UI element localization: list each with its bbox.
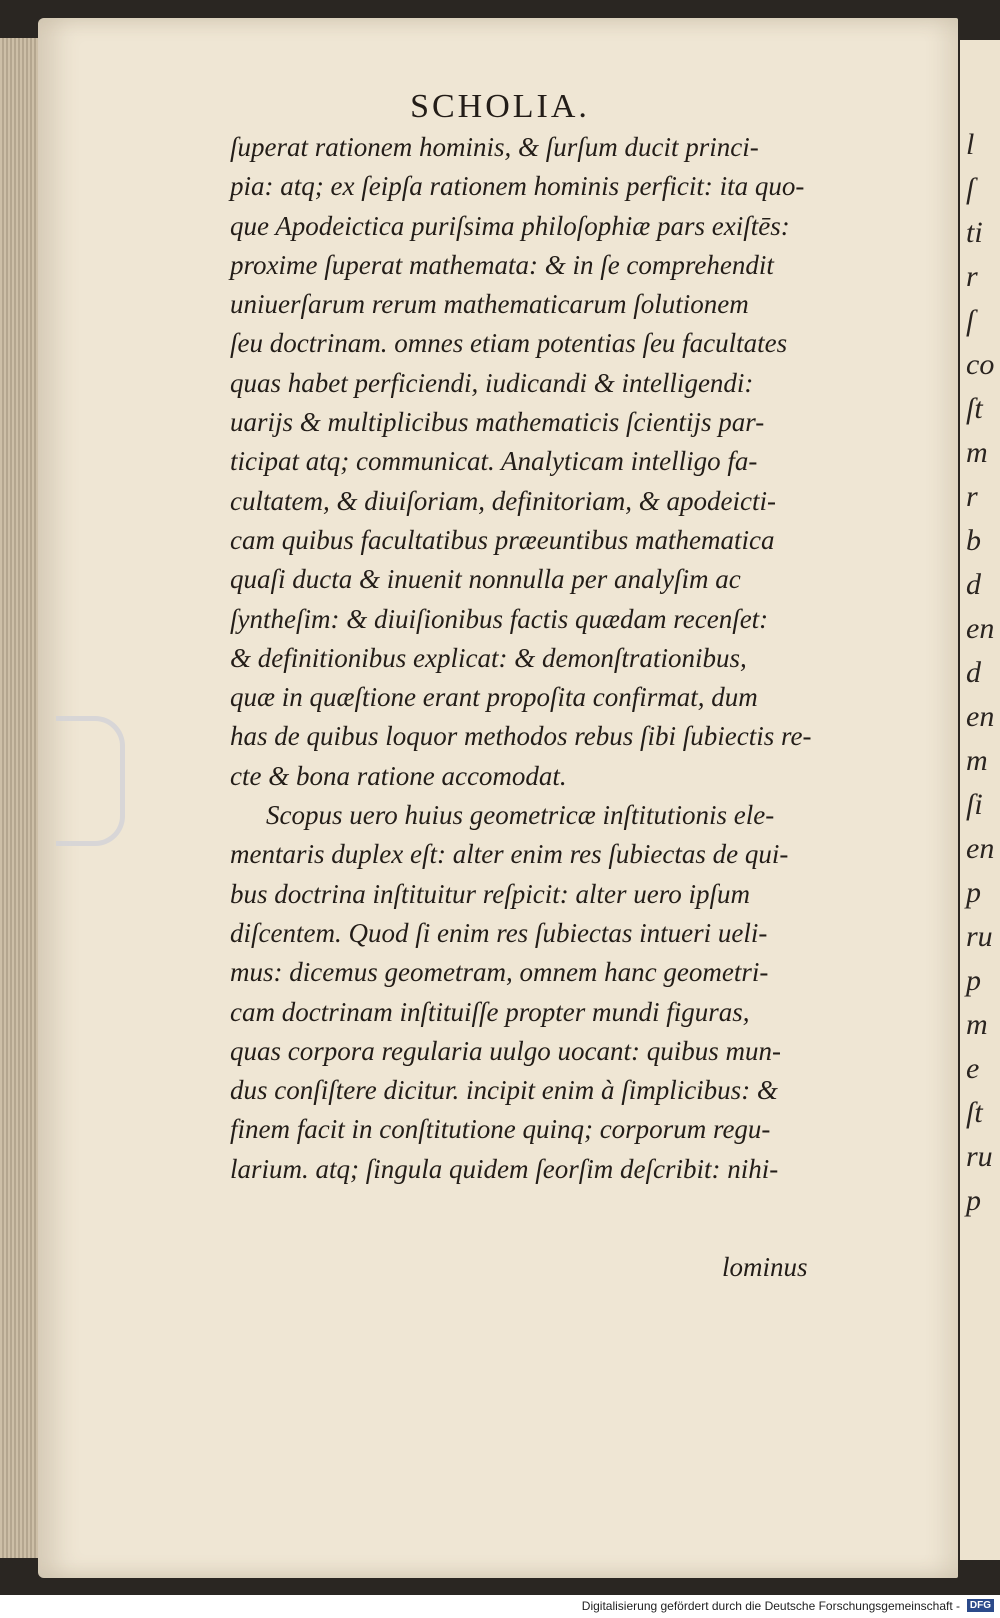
text-line: pia: atq; ex ſeipſa rationem hominis perficit: ita quo- (230, 171, 805, 202)
facing-page-letter: ſt (966, 1096, 983, 1129)
text-line: finem facit in conſtitutione quinq; corporum regu- (230, 1114, 771, 1145)
facing-page-letter: e (966, 1052, 980, 1085)
text-line: cultatem, & diuiſoriam, definitoriam, & apodeicti- (230, 485, 776, 516)
book-page-edges (0, 38, 40, 1558)
text-line: cam doctrinam inſtituiſſe propter mundi figuras, (230, 996, 750, 1027)
text-line: diſcentem. Quod ſi enim res ſubiectas intueri ueli- (230, 917, 768, 948)
facing-page-letter: m (966, 744, 988, 777)
facing-page-letter: b (966, 524, 981, 557)
facing-page-letter: l (966, 128, 975, 161)
running-head: SCHOLIA. (410, 88, 590, 125)
text-line: uarijs & multiplicibus mathematicis ſcientijs par- (230, 407, 765, 438)
text-line: quaſi ducta & inuenit nonnulla per analyſim ac (230, 564, 741, 595)
facing-page-letter: p (966, 1184, 981, 1217)
facing-page-letter: ſ (966, 172, 975, 205)
facing-page-letter: d (966, 568, 981, 601)
facing-page-letter: p (966, 876, 981, 909)
facing-page-letter: r (966, 260, 978, 293)
text-line: ticipat atq; communicat. Analyticam intelligo fa- (230, 446, 758, 477)
page-text (230, 128, 880, 1189)
text-line: mus: dicemus geometram, omnem hanc geometri- (230, 957, 769, 988)
facing-page-letter: r (966, 480, 978, 513)
text-line: Scopus uero huius geometricæ inſtitutionis ele- (266, 800, 775, 831)
facing-page-letter: p (966, 964, 981, 997)
text-line: que Apodeictica puriſsima philoſophiæ pars exiſtēs: (230, 210, 790, 241)
text-line: ſeu doctrinam. omnes etiam potentias ſeu facultates (230, 328, 788, 359)
footer-note: Digitalisierung gefördert durch die Deutsche Forschungsgemeinschaft - (581, 1599, 960, 1613)
catchword: lominus (722, 1252, 808, 1282)
text-line: uniuerſarum rerum mathematicarum ſolutionem (230, 289, 749, 320)
text-line: ſuperat rationem hominis, & ſurſum ducit princi- (230, 132, 759, 162)
facing-page-letter: ſi (966, 788, 983, 821)
facing-page-letter: en (966, 700, 995, 733)
facing-page-fragment (960, 40, 1000, 1560)
text-line: dus conſiſtere dicitur. incipit enim à ſimplicibus: & (230, 1075, 778, 1106)
page-clip (56, 716, 125, 846)
text-line: quæ in quæſtione erant propoſita confirmat, dum (230, 682, 758, 713)
text-line: cam quibus facultatibus præeuntibus mathematica (230, 524, 775, 555)
facing-page-letter: ſt (966, 392, 983, 425)
text-line: quas corpora regularia uulgo uocant: quibus mun- (230, 1035, 781, 1066)
text-line: ſyntheſim: & diuiſionibus factis quædam recenſet: (230, 603, 769, 634)
text-line: bus doctrina inſtituitur reſpicit: alter uero ipſum (230, 878, 750, 909)
text-line: mentaris duplex eſt: alter enim res ſubiectas de qui- (230, 839, 789, 870)
text-line: has de quibus loquor methodos rebus ſibi ſubiectis re- (230, 721, 812, 752)
text-line: cte & bona ratione accomodat. (230, 760, 567, 791)
footer-bar (0, 1595, 1000, 1618)
facing-page-letter: ru (966, 920, 993, 953)
facing-page-letter: m (966, 436, 988, 469)
dfg-logo: DFG (967, 1599, 994, 1612)
facing-page-letter: m (966, 1008, 988, 1041)
facing-page-letter: en (966, 612, 995, 645)
text-line: larium. atq; ſingula quidem ſeorſim deſcribit: nihi- (230, 1153, 779, 1184)
facing-page-letter: ru (966, 1140, 993, 1173)
facing-page-letter: ti (966, 216, 983, 249)
facing-page-letter: co (966, 348, 995, 381)
facing-page-letter: en (966, 832, 995, 865)
facing-page-letter: d (966, 656, 981, 689)
facing-page-letter: ſ (966, 304, 975, 337)
text-line: & definitionibus explicat: & demonſtrationibus, (230, 642, 747, 673)
text-line: quas habet perficiendi, iudicandi & intelligendi: (230, 367, 754, 398)
text-line: proxime ſuperat mathemata: & in ſe comprehendit (230, 249, 774, 280)
